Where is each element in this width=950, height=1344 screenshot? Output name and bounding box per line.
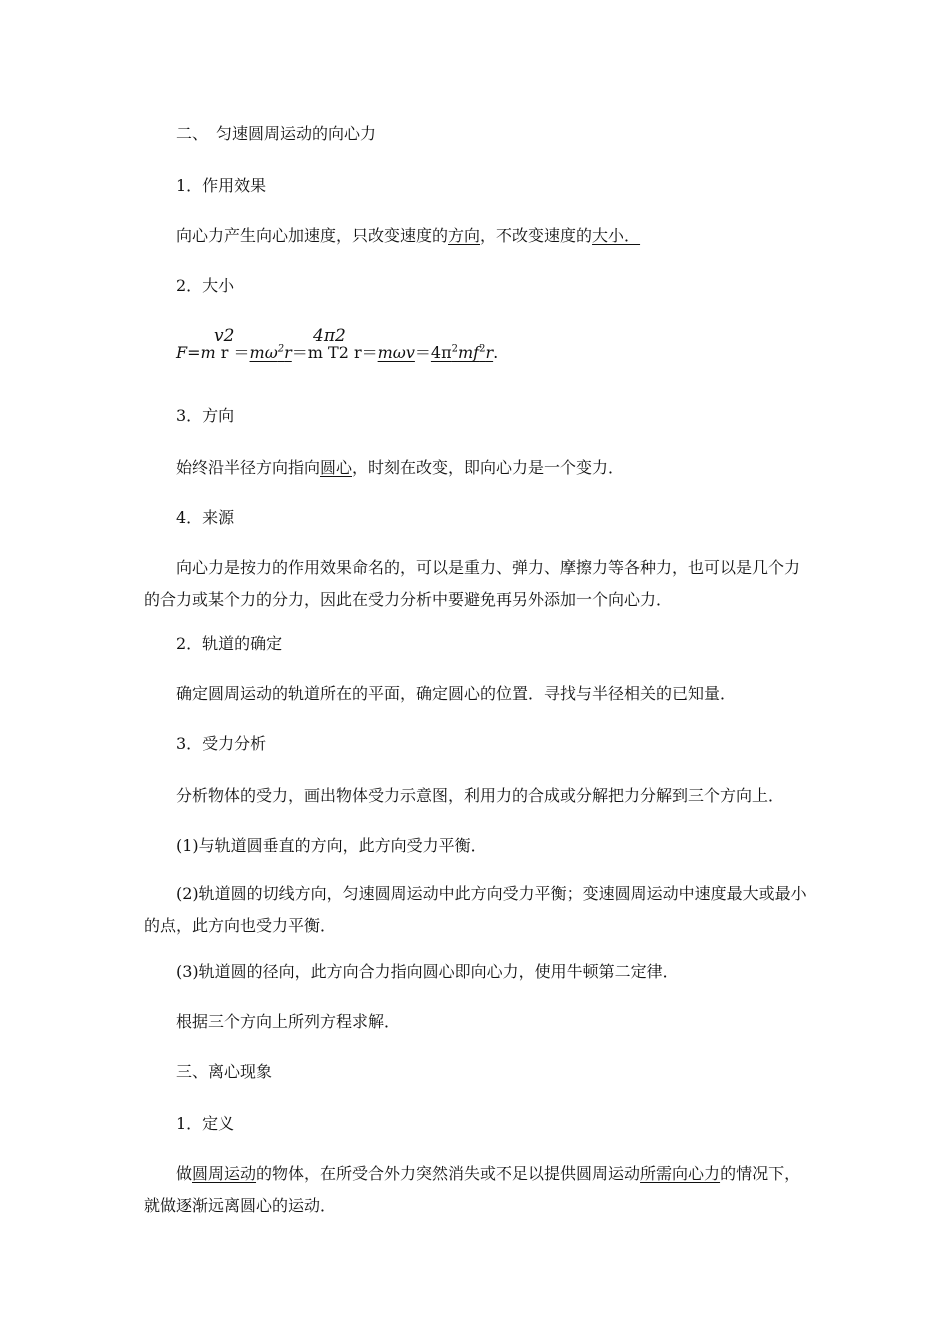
text: 的情况下，就做逐渐远离圆心的运动．: [144, 1164, 801, 1215]
paragraph-orbit: 确定圆周运动的轨道所在的平面，确定圆心的位置．寻找与半径相关的已知量．: [176, 684, 737, 703]
subheading-definition: 1．定义: [176, 1114, 235, 1133]
formula-sup: 2: [451, 343, 458, 355]
formula-part: .: [493, 343, 499, 362]
subheading-force-analysis: 3．受力分析: [176, 734, 267, 753]
underlined-term: 圆周运动: [192, 1164, 257, 1183]
section-heading-3: 三、离心现象: [176, 1062, 273, 1081]
paragraph-effect: [176, 226, 640, 246]
text: 始终沿半径方向指向: [176, 458, 321, 477]
underlined-term: 所需向心力: [640, 1164, 721, 1183]
subheading-magnitude: 2．大小: [176, 276, 235, 295]
underlined-term: 大小．: [592, 226, 641, 245]
formula-underlined: mωv: [377, 343, 415, 362]
section-heading-2: 二、 匀速圆周运动的向心力: [176, 124, 377, 143]
paragraph-solve: 根据三个方向上所列方程求解．: [176, 1012, 401, 1031]
formula-part: mf: [457, 343, 480, 362]
formula-line: [176, 343, 498, 363]
formula-part: 4π: [430, 343, 452, 362]
paragraph-source: 向心力是按力的作用效果命名的，可以是重力、弹力、摩擦力等各种力，也可以是几个力的合力或某个力的分力，因此在受力分析中要避免再另外添加一个向心力．: [144, 558, 801, 609]
list-item-3: (3)轨道圆的径向，此方向合力指向圆心即向心力，使用牛顿第二定律．: [176, 962, 679, 981]
list-item-1: (1)与轨道圆垂直的方向，此方向受力平衡．: [176, 836, 487, 855]
formula-part: ＝: [414, 343, 431, 362]
text: 向心力产生向心加速度，只改变速度的: [176, 226, 449, 245]
paragraph-definition: [144, 1158, 814, 1222]
formula-part: r: [485, 343, 494, 362]
formula-sup: 2: [479, 343, 486, 355]
formula-underlined: [431, 343, 493, 362]
underlined-term: 圆心: [320, 458, 353, 477]
subheading-effect: 1．作用效果: [176, 176, 267, 195]
text: 的物体，在所受合外力突然消失或不足以提供圆周运动: [256, 1164, 641, 1183]
text: 做: [176, 1164, 193, 1183]
formula-part: r: [284, 343, 292, 362]
text: ，不改变速度的: [480, 226, 593, 245]
underlined-term: 方向: [448, 226, 481, 245]
subheading-direction: 3．方向: [176, 406, 235, 425]
list-item-2: (2)轨道圆的切线方向，匀速圆周运动中此方向受力平衡；变速圆周运动中速度最大或最小的点，此方向也受力平衡．: [144, 884, 807, 935]
text: ，时刻在改变，即向心力是一个变力．: [352, 458, 625, 477]
paragraph-direction: [176, 458, 624, 478]
formula-part: ＝m T2 r＝: [291, 343, 378, 362]
formula-numerator-4pi2: 4π2: [313, 326, 346, 346]
subheading-orbit: 2．轨道的确定: [176, 634, 283, 653]
formula-part: r ＝: [215, 343, 250, 362]
formula-part: mω: [249, 343, 278, 362]
formula-sup: 2: [277, 343, 285, 355]
formula-numerator-v2: v2: [214, 326, 235, 346]
formula-underlined: [250, 343, 292, 362]
paragraph-force-analysis: 分析物体的受力，画出物体受力示意图，利用力的合成或分解把力分解到三个方向上．: [176, 786, 785, 805]
formula-part: F=m: [176, 343, 216, 362]
subheading-source: 4．来源: [176, 508, 235, 527]
